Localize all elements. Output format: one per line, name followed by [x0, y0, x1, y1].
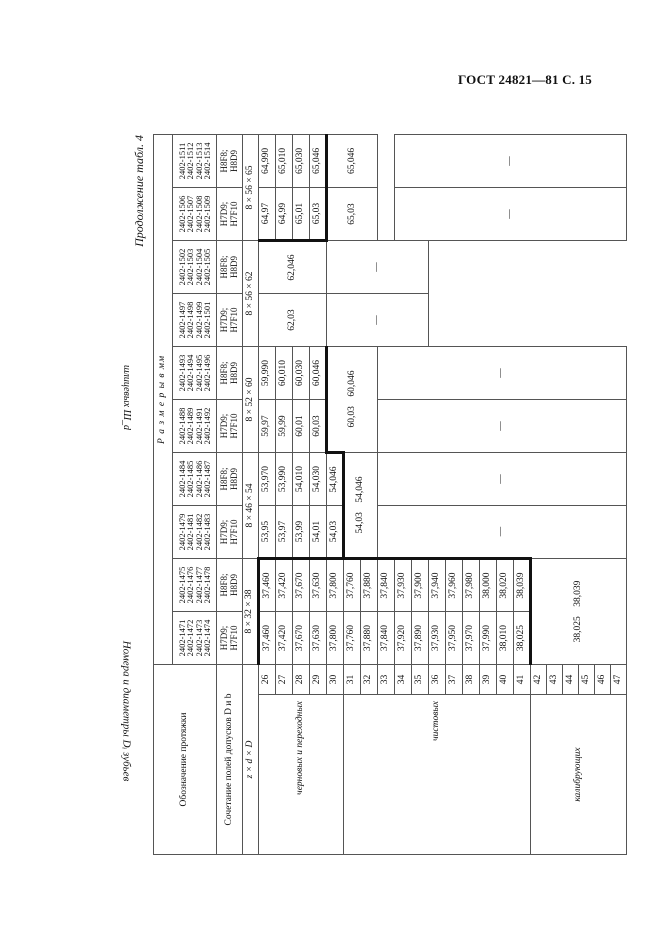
value-cell: 60,030	[293, 347, 310, 400]
teeth-side-label: Номера и диаметры Dᵢ зубьев	[120, 640, 133, 782]
codes-cell: 2402-1471 2402-1472 2402-1473 2402-1474	[173, 612, 217, 665]
size-5665: 8 × 56 × 65	[243, 134, 259, 240]
dash-cell: —	[378, 506, 627, 559]
spline-label: шлицевых Ш_d	[121, 364, 133, 431]
dash-cell: —	[378, 453, 627, 506]
codes-cell: 2402-1484 2402-1485 2402-1486 2402-1487	[173, 453, 217, 506]
value-cell: 38,039	[514, 559, 531, 612]
value-cell: 37,420	[276, 612, 293, 665]
value-cell: 65,01	[293, 188, 310, 241]
value-cell: 53,970	[259, 453, 276, 506]
sizes-title: Р а з м е р ы в мм	[154, 134, 173, 664]
value-cell: 37,920	[395, 612, 412, 665]
value-cell: 59,97	[259, 400, 276, 453]
value-cell: 37,460	[259, 559, 276, 612]
merged-value-5662-b: 62,046	[259, 241, 327, 294]
value-cell: 59,99	[276, 400, 293, 453]
value-cell: 37,840	[378, 612, 395, 665]
fit-cell: H7D9; H7F10	[217, 612, 243, 665]
tooth-number: 47	[611, 665, 627, 695]
tolerance-label: Сочетание полей допусков D и b	[217, 665, 243, 855]
calib-3238: 38,025 38,039	[531, 559, 627, 665]
size-3238: 8 × 32 × 38	[243, 559, 259, 665]
size-5662: 8 × 56 × 62	[243, 241, 259, 347]
size-4654: 8 × 46 × 54	[243, 453, 259, 559]
value-cell: 37,940	[429, 559, 446, 612]
value-cell: 53,990	[276, 453, 293, 506]
rough-label: черновых и переходных	[259, 695, 344, 855]
tooth-number: 42	[531, 665, 547, 695]
value-cell: 65,046	[310, 134, 327, 187]
tooth-number: 26	[259, 665, 276, 695]
tooth-number: 38	[463, 665, 480, 695]
value-cell: 64,97	[259, 188, 276, 241]
page-header: ГОСТ 24821—81 С. 15	[458, 72, 592, 87]
value-cell: 37,950	[446, 612, 463, 665]
value-cell: 37,930	[395, 559, 412, 612]
tooth-number: 39	[480, 665, 497, 695]
value-cell: 38,000	[480, 559, 497, 612]
value-cell: 37,670	[293, 612, 310, 665]
value-cell: 37,630	[310, 612, 327, 665]
codes-cell: 2402-1497 2402-1498 2402-1499 2402-1501	[173, 294, 217, 347]
value-cell: 59,990	[259, 347, 276, 400]
merged-value-5665-a: 65,03	[327, 188, 378, 241]
value-cell: 64,99	[276, 188, 293, 241]
dash-cell: —	[378, 400, 627, 453]
size-5260: 8 × 52 × 60	[243, 347, 259, 453]
tooth-number: 37	[446, 665, 463, 695]
value-cell: 60,03	[310, 400, 327, 453]
value-cell: 37,880	[361, 559, 378, 612]
tooth-number: 27	[276, 665, 293, 695]
tooth-number: 43	[547, 665, 563, 695]
fit-cell: H7D9; H7F10	[217, 506, 243, 559]
value-cell: 37,980	[463, 559, 480, 612]
calib-4654: 54,03 54,046	[344, 453, 378, 559]
broach-dimension-table	[153, 134, 627, 855]
value-cell: 38,020	[497, 559, 514, 612]
fit-cell: H7D9; H7F10	[217, 294, 243, 347]
fit-cell: H8F8; H8D9	[217, 453, 243, 506]
value-cell: 37,880	[361, 612, 378, 665]
tooth-number: 33	[378, 665, 395, 695]
value-cell: 54,030	[310, 453, 327, 506]
value-cell: 37,930	[429, 612, 446, 665]
value-cell: 37,420	[276, 559, 293, 612]
table-caption: Продолжение табл. 4	[132, 135, 146, 247]
value-cell: 60,01	[293, 400, 310, 453]
calib-label: калибрующих	[531, 695, 627, 855]
fit-cell: H8F8; H8D9	[217, 241, 243, 294]
value-cell: 37,990	[480, 612, 497, 665]
value-cell: 37,890	[412, 612, 429, 665]
tooth-number: 30	[327, 665, 344, 695]
finish-label: чистовых	[344, 695, 531, 855]
fit-cell: H7D9; H7F10	[217, 188, 243, 241]
tooth-number: 40	[497, 665, 514, 695]
value-cell: 37,760	[344, 612, 361, 665]
dash-cell: —	[395, 134, 627, 187]
merged-value-5665-b: 65,046	[327, 134, 378, 187]
codes-cell: 2402-1506 2402-1507 2402-1508 2402-1509	[173, 188, 217, 241]
calib-5260: 60,03 60,046	[327, 347, 378, 453]
value-cell: 54,010	[293, 453, 310, 506]
tooth-number: 44	[563, 665, 579, 695]
value-cell: 37,460	[259, 612, 276, 665]
codes-cell: 2402-1502 2402-1503 2402-1504 2402-1505	[173, 241, 217, 294]
value-cell: 54,03	[327, 506, 344, 559]
fit-cell: H7D9; H7F10	[217, 400, 243, 453]
zdD-label: z × d × D	[243, 665, 259, 855]
value-cell: 37,800	[327, 612, 344, 665]
fit-cell: H8F8; H8D9	[217, 134, 243, 187]
tooth-number: 34	[395, 665, 412, 695]
tooth-number: 31	[344, 665, 361, 695]
value-cell: 53,97	[276, 506, 293, 559]
value-cell: 64,990	[259, 134, 276, 187]
codes-cell: 2402-1488 2402-1489 2402-1491 2402-1492	[173, 400, 217, 453]
rotated-table-block	[125, 135, 623, 855]
tooth-number: 32	[361, 665, 378, 695]
tooth-number: 36	[429, 665, 446, 695]
value-cell: 38,025	[514, 612, 531, 665]
codes-cell: 2402-1511 2402-1512 2402-1513 2402-1514	[173, 134, 217, 187]
tooth-number: 46	[595, 665, 611, 695]
dash-cell: —	[327, 294, 429, 347]
value-cell: 60,046	[310, 347, 327, 400]
codes-cell: 2402-1475 2402-1476 2402-1477 2402-1478	[173, 559, 217, 612]
designation-label: Обозначение протяжки	[154, 665, 217, 855]
value-cell: 53,95	[259, 506, 276, 559]
value-cell: 53,99	[293, 506, 310, 559]
value-cell: 65,03	[310, 188, 327, 241]
tooth-number: 35	[412, 665, 429, 695]
value-cell: 65,030	[293, 134, 310, 187]
value-cell: 37,630	[310, 559, 327, 612]
tooth-number: 45	[579, 665, 595, 695]
fit-cell: H8F8; H8D9	[217, 559, 243, 612]
value-cell: 60,010	[276, 347, 293, 400]
value-cell: 37,760	[344, 559, 361, 612]
value-cell: 37,840	[378, 559, 395, 612]
dash-cell: —	[395, 188, 627, 241]
codes-cell: 2402-1479 2402-1481 2402-1482 2402-1483	[173, 506, 217, 559]
merged-value-5662-a: 62,03	[259, 294, 327, 347]
codes-cell: 2402-1493 2402-1494 2402-1495 2402-1496	[173, 347, 217, 400]
value-cell: 37,900	[412, 559, 429, 612]
tooth-number: 28	[293, 665, 310, 695]
dash-cell: —	[327, 241, 429, 294]
value-cell: 37,800	[327, 559, 344, 612]
dash-cell: —	[378, 347, 627, 400]
value-cell: 38,010	[497, 612, 514, 665]
value-cell: 65,010	[276, 134, 293, 187]
tooth-number: 29	[310, 665, 327, 695]
value-cell: 37,970	[463, 612, 480, 665]
value-cell: 54,01	[310, 506, 327, 559]
tooth-number: 41	[514, 665, 531, 695]
value-cell: 37,960	[446, 559, 463, 612]
value-cell: 37,670	[293, 559, 310, 612]
fit-cell: H8F8; H8D9	[217, 347, 243, 400]
value-cell: 54,046	[327, 453, 344, 506]
